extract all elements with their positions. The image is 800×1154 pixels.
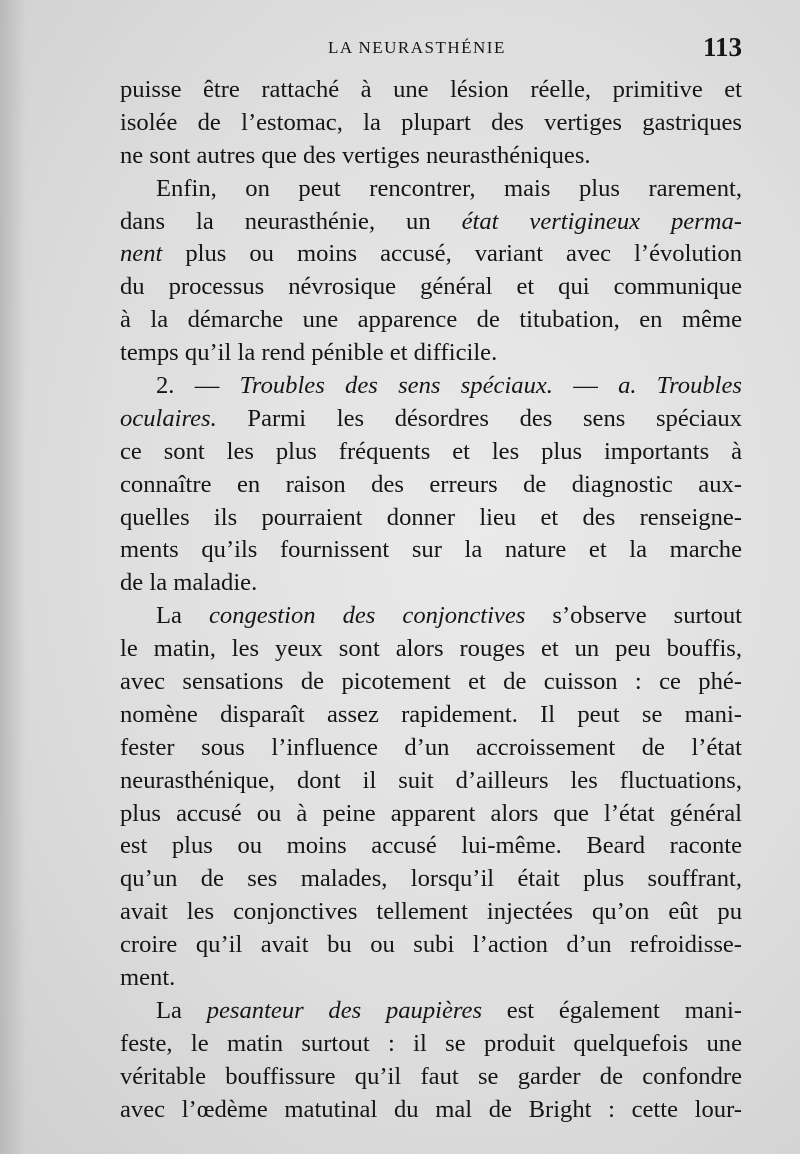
text-line: La congestion des conjonctives s’observe surtout	[156, 602, 742, 630]
italic-term: état vertigineux perma-	[461, 207, 742, 235]
text-line: Enfin, on peut rencontrer, mais plus rarement,	[156, 174, 742, 202]
page-edge-shadow	[0, 0, 26, 1154]
text-line: ne sont autres que des vertiges neurasthéniques.	[120, 141, 591, 169]
italic-term: congestion des conjonctives	[208, 602, 526, 630]
paragraph	[120, 600, 742, 995]
italic-term: nent	[120, 240, 163, 268]
text-line: dans la neurasthénie, un état vertigineux perma-	[120, 207, 742, 235]
text-line: avec l’œdème matutinal du mal de Bright : cette lour-	[120, 1095, 742, 1123]
text-line: isolée de l’estomac, la plupart des vertiges gastriques	[120, 108, 742, 136]
text-line: est plus ou moins accusé lui-même. Beard raconte	[120, 832, 742, 860]
page-header	[120, 32, 742, 64]
text-line: nent plus ou moins accusé, variant avec l’évolution	[120, 240, 742, 268]
italic-term: pesanteur des paupières	[206, 996, 483, 1024]
text-line: puisse être rattaché à une lésion réelle, primitive et	[120, 76, 742, 103]
text-line: du processus névrosique général et qui communique	[120, 273, 742, 301]
text-line: oculaires. Parmi les désordres des sens spéciaux	[120, 404, 742, 432]
text-line: nomène disparaît assez rapidement. Il peut se mani-	[120, 700, 742, 728]
subsection-heading: a. Troubles	[618, 372, 742, 400]
text-line: croire qu’il avait bu ou subi l’action d’un refroidisse-	[120, 931, 742, 959]
text-line: quelles ils pourraient donner lieu et des renseigne-	[120, 503, 742, 531]
running-title: LA NEURASTHÉNIE	[328, 38, 506, 57]
paragraph	[120, 74, 742, 173]
text-line: qu’un de ses malades, lorsqu’il était plus souffrant,	[120, 865, 742, 893]
text-line: ce sont les plus fréquents et les plus importants à	[120, 437, 742, 465]
text-line: ment.	[120, 964, 176, 992]
text-line: temps qu’il la rend pénible et difficile.	[120, 339, 498, 367]
text-line: à la démarche une apparence de titubation, en même	[120, 306, 742, 334]
paragraph	[120, 173, 742, 370]
text-line: de la maladie.	[120, 569, 258, 597]
paragraph	[120, 370, 742, 600]
body-text	[120, 74, 742, 1127]
text-line: fester sous l’influence d’un accroissement de l’état	[120, 733, 742, 761]
text-line: neurasthénique, dont il suit d’ailleurs les fluctuations,	[120, 766, 742, 794]
text-line: connaître en raison des erreurs de diagnostic aux-	[120, 470, 742, 498]
paragraph	[120, 995, 742, 1127]
text-line: La pesanteur des paupières est également mani-	[156, 996, 742, 1024]
section-heading: Troubles des sens spéciaux.	[239, 372, 553, 400]
text-line: 2. — Troubles des sens spéciaux. — a. Troubles	[156, 372, 742, 400]
subsection-heading: oculaires.	[120, 404, 217, 432]
text-line: avec sensations de picotement et de cuisson : ce phé-	[120, 668, 742, 696]
text-line: le matin, les yeux sont alors rouges et un peu bouffis,	[120, 635, 742, 663]
text-line: plus accusé ou à peine apparent alors que l’état général	[120, 799, 742, 827]
text-line: ments qu’ils fournissent sur la nature et la marche	[120, 536, 742, 564]
text-line: feste, le matin surtout : il se produit quelquefois une	[120, 1029, 742, 1057]
page-number: 113	[702, 32, 742, 62]
text-line: véritable bouffissure qu’il faut se garder de confondre	[120, 1062, 742, 1090]
text-line: avait les conjonctives tellement injectées qu’on eût pu	[120, 898, 742, 926]
